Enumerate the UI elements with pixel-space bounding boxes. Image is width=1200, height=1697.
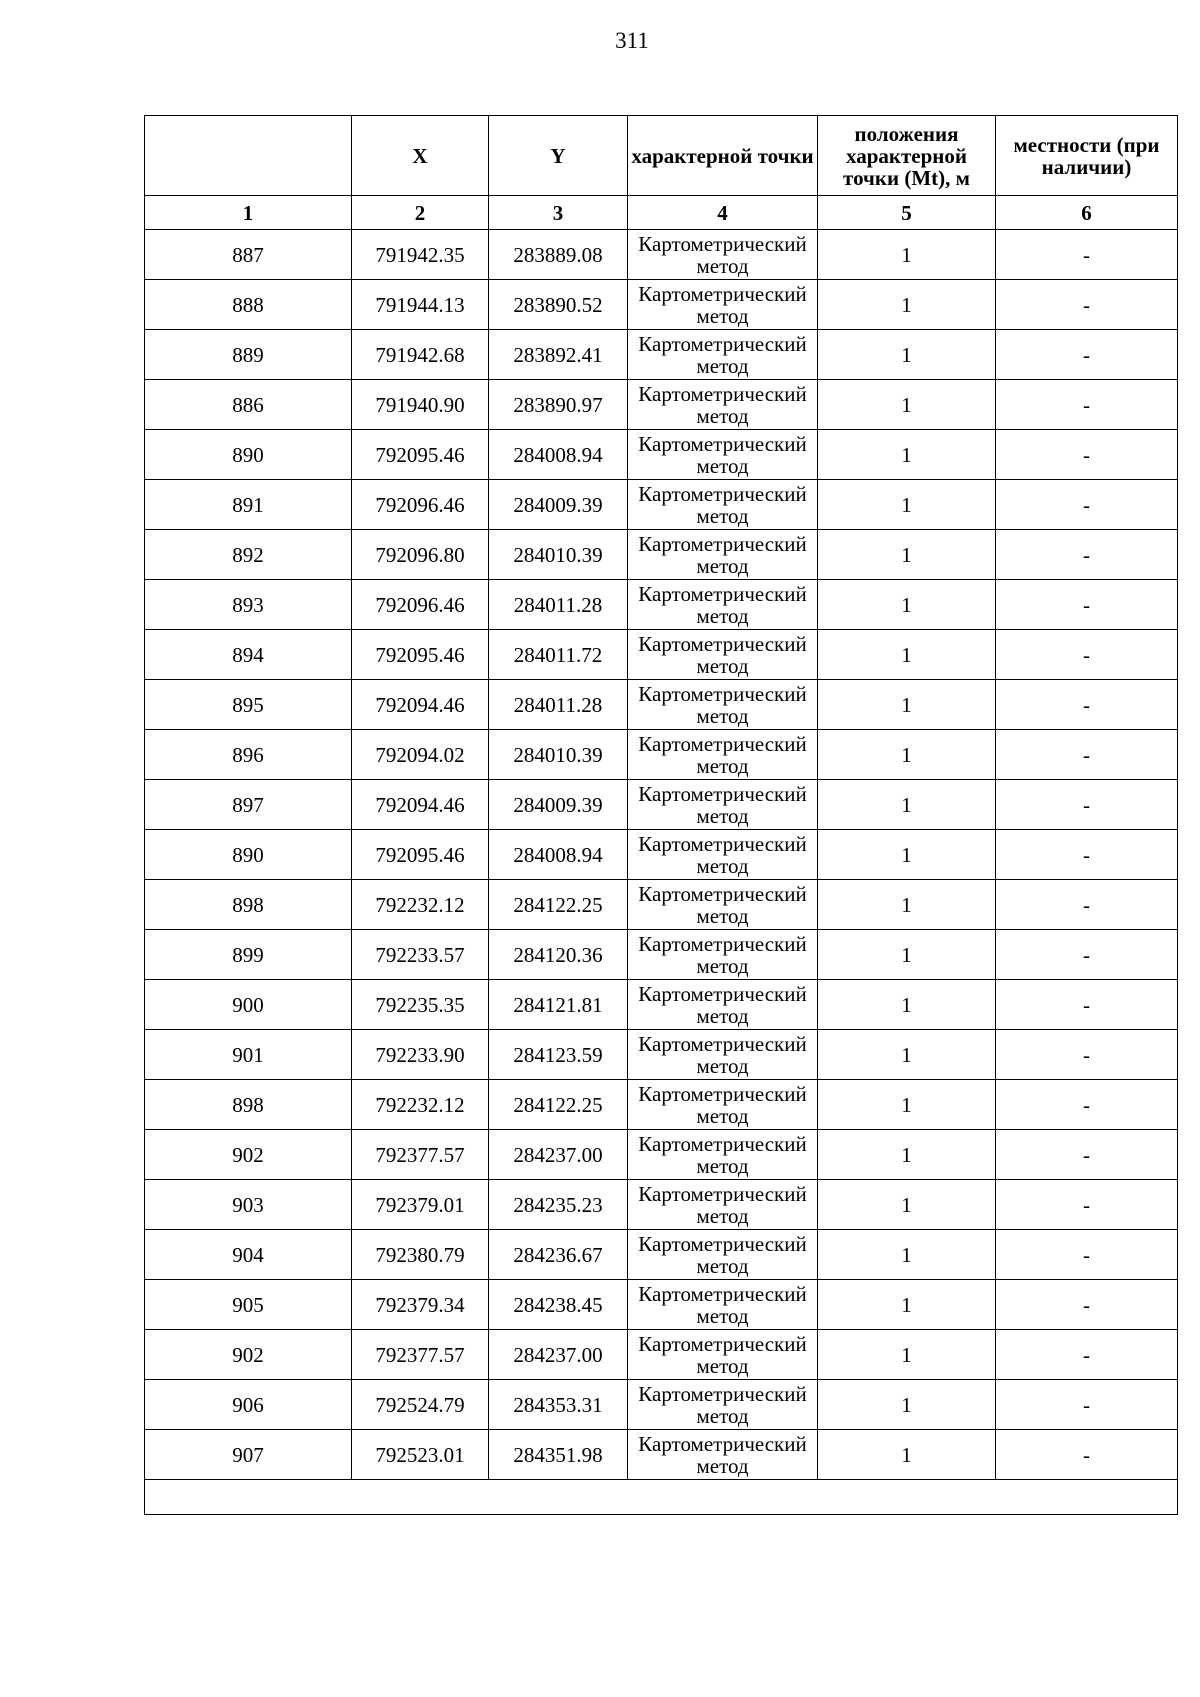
table-row	[145, 930, 1178, 980]
table-row	[145, 830, 1178, 880]
y-coordinate-cell: 284120.36	[489, 930, 628, 980]
table-row	[145, 1130, 1178, 1180]
header-method: характерной точки	[628, 116, 818, 196]
header-point-number	[145, 116, 352, 196]
table-row	[145, 1380, 1178, 1430]
x-coordinate-cell: 792096.80	[352, 530, 489, 580]
description-cell: -	[996, 1030, 1178, 1080]
method-cell: Картометрический метод	[628, 330, 818, 380]
column-number: 6	[996, 196, 1178, 230]
accuracy-cell: 1	[818, 680, 996, 730]
y-coordinate-cell: 284008.94	[489, 430, 628, 480]
x-coordinate-cell: 792380.79	[352, 1230, 489, 1280]
accuracy-cell: 1	[818, 1030, 996, 1080]
method-cell: Картометрический метод	[628, 430, 818, 480]
point-number-cell: 899	[145, 930, 352, 980]
description-cell: -	[996, 980, 1178, 1030]
x-coordinate-cell: 792232.12	[352, 880, 489, 930]
y-coordinate-cell: 284009.39	[489, 780, 628, 830]
point-number-cell: 902	[145, 1330, 352, 1380]
description-cell: -	[996, 380, 1178, 430]
description-cell: -	[996, 480, 1178, 530]
table-row	[145, 680, 1178, 730]
accuracy-cell: 1	[818, 380, 996, 430]
y-coordinate-cell: 284238.45	[489, 1280, 628, 1330]
table-row	[145, 230, 1178, 280]
description-cell: -	[996, 230, 1178, 280]
empty-cell	[145, 1480, 1178, 1515]
table-row	[145, 880, 1178, 930]
table-body	[145, 230, 1178, 1480]
x-coordinate-cell: 791942.35	[352, 230, 489, 280]
table-row	[145, 980, 1178, 1030]
table-row	[145, 780, 1178, 830]
description-cell: -	[996, 1230, 1178, 1280]
x-coordinate-cell: 792095.46	[352, 630, 489, 680]
column-number: 3	[489, 196, 628, 230]
table-row	[145, 480, 1178, 530]
accuracy-cell: 1	[818, 880, 996, 930]
page-number: 311	[615, 28, 649, 53]
point-number-cell: 893	[145, 580, 352, 630]
table-row	[145, 1230, 1178, 1280]
method-cell: Картометрический метод	[628, 1080, 818, 1130]
accuracy-cell: 1	[818, 1430, 996, 1480]
coordinates-table	[144, 115, 1178, 1515]
y-coordinate-cell: 284235.23	[489, 1180, 628, 1230]
point-number-cell: 902	[145, 1130, 352, 1180]
method-cell: Картометрический метод	[628, 680, 818, 730]
table-header	[145, 116, 1178, 230]
x-coordinate-cell: 792094.46	[352, 680, 489, 730]
x-coordinate-cell: 791940.90	[352, 380, 489, 430]
y-coordinate-cell: 284010.39	[489, 530, 628, 580]
point-number-cell: 900	[145, 980, 352, 1030]
column-number: 2	[352, 196, 489, 230]
method-cell: Картометрический метод	[628, 1130, 818, 1180]
y-coordinate-cell: 284237.00	[489, 1130, 628, 1180]
table-row	[145, 280, 1178, 330]
method-cell: Картометрический метод	[628, 780, 818, 830]
x-coordinate-cell: 792094.02	[352, 730, 489, 780]
method-cell: Картометрический метод	[628, 1180, 818, 1230]
description-cell: -	[996, 630, 1178, 680]
point-number-cell: 904	[145, 1230, 352, 1280]
point-number-cell: 901	[145, 1030, 352, 1080]
x-coordinate-cell: 792524.79	[352, 1380, 489, 1430]
y-coordinate-cell: 284122.25	[489, 880, 628, 930]
accuracy-cell: 1	[818, 730, 996, 780]
x-coordinate-cell: 792096.46	[352, 580, 489, 630]
column-number: 4	[628, 196, 818, 230]
empty-footer-row	[145, 1480, 1178, 1515]
table-row	[145, 1030, 1178, 1080]
x-coordinate-cell: 792379.34	[352, 1280, 489, 1330]
method-cell: Картометрический метод	[628, 1280, 818, 1330]
header-row	[145, 116, 1178, 196]
table-row	[145, 530, 1178, 580]
x-coordinate-cell: 792377.57	[352, 1330, 489, 1380]
point-number-cell: 890	[145, 830, 352, 880]
method-cell: Картометрический метод	[628, 880, 818, 930]
table-row	[145, 1080, 1178, 1130]
description-cell: -	[996, 780, 1178, 830]
table-row	[145, 1330, 1178, 1380]
x-coordinate-cell: 792095.46	[352, 430, 489, 480]
method-cell: Картометрический метод	[628, 1380, 818, 1430]
y-coordinate-cell: 283890.52	[489, 280, 628, 330]
x-coordinate-cell: 791944.13	[352, 280, 489, 330]
accuracy-cell: 1	[818, 1330, 996, 1380]
y-coordinate-cell: 284011.72	[489, 630, 628, 680]
column-number-row	[145, 196, 1178, 230]
accuracy-cell: 1	[818, 280, 996, 330]
y-coordinate-cell: 284237.00	[489, 1330, 628, 1380]
column-number: 1	[145, 196, 352, 230]
point-number-cell: 891	[145, 480, 352, 530]
x-coordinate-cell: 792377.57	[352, 1130, 489, 1180]
description-cell: -	[996, 280, 1178, 330]
description-cell: -	[996, 1330, 1178, 1380]
x-coordinate-cell: 792232.12	[352, 1080, 489, 1130]
description-cell: -	[996, 930, 1178, 980]
accuracy-cell: 1	[818, 830, 996, 880]
x-coordinate-cell: 791942.68	[352, 330, 489, 380]
x-coordinate-cell: 792095.46	[352, 830, 489, 880]
y-coordinate-cell: 284236.67	[489, 1230, 628, 1280]
accuracy-cell: 1	[818, 980, 996, 1030]
header-accuracy: положения характерной точки (Mt), м	[818, 116, 996, 196]
method-cell: Картометрический метод	[628, 530, 818, 580]
point-number-cell: 898	[145, 1080, 352, 1130]
point-number-cell: 896	[145, 730, 352, 780]
accuracy-cell: 1	[818, 1080, 996, 1130]
description-cell: -	[996, 1180, 1178, 1230]
x-coordinate-cell: 792233.57	[352, 930, 489, 980]
method-cell: Картометрический метод	[628, 980, 818, 1030]
y-coordinate-cell: 283892.41	[489, 330, 628, 380]
table-row	[145, 1280, 1178, 1330]
method-cell: Картометрический метод	[628, 580, 818, 630]
table-row	[145, 580, 1178, 630]
table-row	[145, 730, 1178, 780]
y-coordinate-cell: 284011.28	[489, 680, 628, 730]
point-number-cell: 888	[145, 280, 352, 330]
description-cell: -	[996, 330, 1178, 380]
point-number-cell: 894	[145, 630, 352, 680]
x-coordinate-cell: 792094.46	[352, 780, 489, 830]
y-coordinate-cell: 284122.25	[489, 1080, 628, 1130]
accuracy-cell: 1	[818, 580, 996, 630]
point-number-cell: 905	[145, 1280, 352, 1330]
description-cell: -	[996, 730, 1178, 780]
y-coordinate-cell: 283890.97	[489, 380, 628, 430]
description-cell: -	[996, 680, 1178, 730]
x-coordinate-cell: 792096.46	[352, 480, 489, 530]
point-number-cell: 907	[145, 1430, 352, 1480]
method-cell: Картометрический метод	[628, 280, 818, 330]
description-cell: -	[996, 1430, 1178, 1480]
point-number-cell: 898	[145, 880, 352, 930]
accuracy-cell: 1	[818, 430, 996, 480]
method-cell: Картометрический метод	[628, 1230, 818, 1280]
description-cell: -	[996, 1130, 1178, 1180]
accuracy-cell: 1	[818, 1180, 996, 1230]
table-row	[145, 330, 1178, 380]
point-number-cell: 886	[145, 380, 352, 430]
column-number: 5	[818, 196, 996, 230]
table-row	[145, 430, 1178, 480]
table-row	[145, 630, 1178, 680]
point-number-cell: 889	[145, 330, 352, 380]
description-cell: -	[996, 1280, 1178, 1330]
header-description: местности (при наличии)	[996, 116, 1178, 196]
accuracy-cell: 1	[818, 1380, 996, 1430]
y-coordinate-cell: 284008.94	[489, 830, 628, 880]
x-coordinate-cell: 792523.01	[352, 1430, 489, 1480]
y-coordinate-cell: 284353.31	[489, 1380, 628, 1430]
point-number-cell: 897	[145, 780, 352, 830]
description-cell: -	[996, 880, 1178, 930]
method-cell: Картометрический метод	[628, 630, 818, 680]
header-x: X	[352, 116, 489, 196]
point-number-cell: 895	[145, 680, 352, 730]
accuracy-cell: 1	[818, 630, 996, 680]
point-number-cell: 906	[145, 1380, 352, 1430]
point-number-cell: 903	[145, 1180, 352, 1230]
y-coordinate-cell: 284123.59	[489, 1030, 628, 1080]
accuracy-cell: 1	[818, 1130, 996, 1180]
method-cell: Картометрический метод	[628, 730, 818, 780]
y-coordinate-cell: 284009.39	[489, 480, 628, 530]
method-cell: Картометрический метод	[628, 1330, 818, 1380]
accuracy-cell: 1	[818, 330, 996, 380]
x-coordinate-cell: 792235.35	[352, 980, 489, 1030]
accuracy-cell: 1	[818, 530, 996, 580]
point-number-cell: 887	[145, 230, 352, 280]
method-cell: Картометрический метод	[628, 830, 818, 880]
accuracy-cell: 1	[818, 780, 996, 830]
description-cell: -	[996, 580, 1178, 630]
description-cell: -	[996, 530, 1178, 580]
point-number-cell: 892	[145, 530, 352, 580]
method-cell: Картометрический метод	[628, 480, 818, 530]
point-number-cell: 890	[145, 430, 352, 480]
x-coordinate-cell: 792379.01	[352, 1180, 489, 1230]
accuracy-cell: 1	[818, 930, 996, 980]
y-coordinate-cell: 284121.81	[489, 980, 628, 1030]
y-coordinate-cell: 284010.39	[489, 730, 628, 780]
description-cell: -	[996, 830, 1178, 880]
accuracy-cell: 1	[818, 1230, 996, 1280]
y-coordinate-cell: 284351.98	[489, 1430, 628, 1480]
method-cell: Картометрический метод	[628, 1430, 818, 1480]
y-coordinate-cell: 284011.28	[489, 580, 628, 630]
method-cell: Картометрический метод	[628, 1030, 818, 1080]
header-y: Y	[489, 116, 628, 196]
y-coordinate-cell: 283889.08	[489, 230, 628, 280]
table-row	[145, 1180, 1178, 1230]
table-row	[145, 1430, 1178, 1480]
x-coordinate-cell: 792233.90	[352, 1030, 489, 1080]
description-cell: -	[996, 1080, 1178, 1130]
description-cell: -	[996, 430, 1178, 480]
accuracy-cell: 1	[818, 480, 996, 530]
method-cell: Картометрический метод	[628, 230, 818, 280]
table-row	[145, 380, 1178, 430]
method-cell: Картометрический метод	[628, 380, 818, 430]
accuracy-cell: 1	[818, 1280, 996, 1330]
description-cell: -	[996, 1380, 1178, 1430]
method-cell: Картометрический метод	[628, 930, 818, 980]
accuracy-cell: 1	[818, 230, 996, 280]
